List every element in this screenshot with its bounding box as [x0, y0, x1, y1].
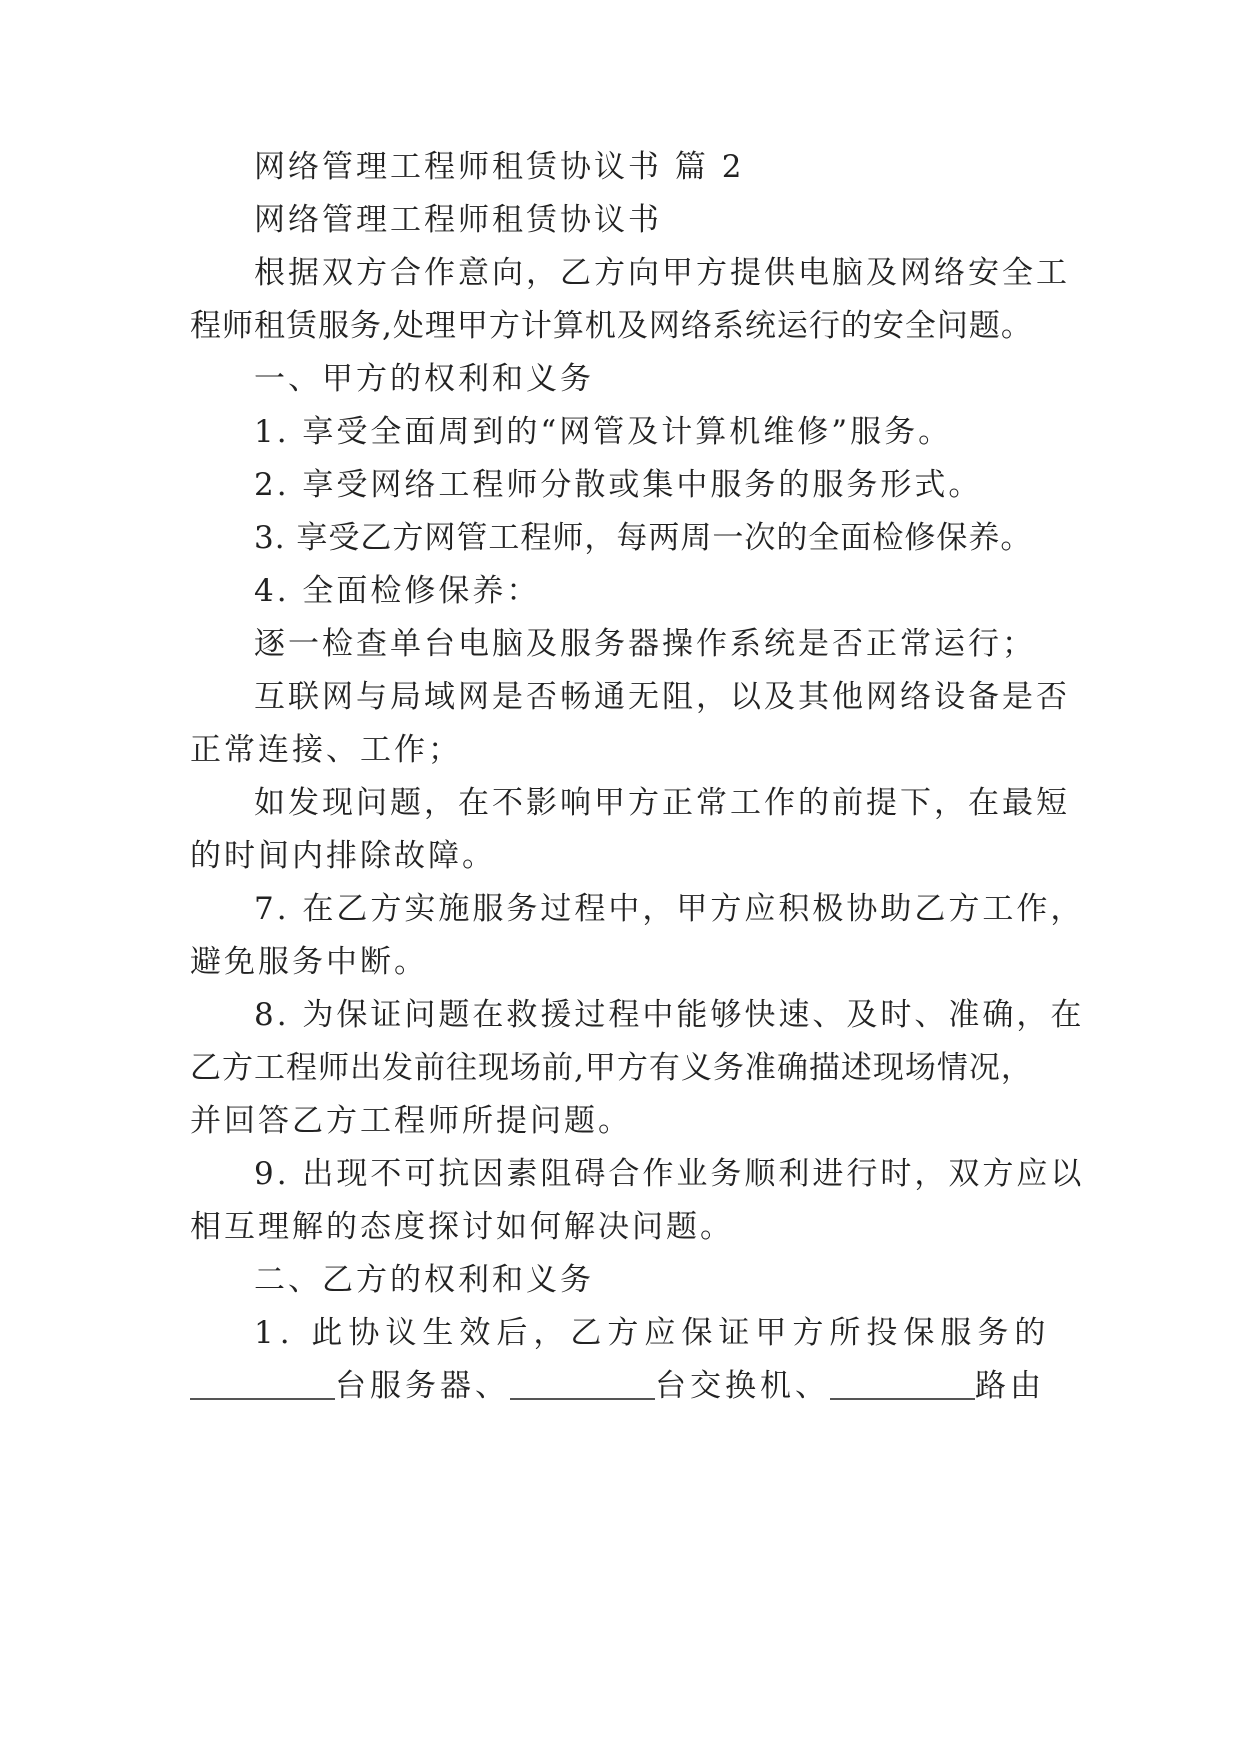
- paragraph-line: 乙方工程师出发前往现场前,甲方有义务准确描述现场情况，: [190, 1050, 1033, 1086]
- fill-in-blank: [830, 1368, 975, 1400]
- paragraph-line: 互联网与局域网是否畅通无阻，以及其他网络设备是否: [254, 679, 1070, 715]
- paragraph-line: 避免服务中断。: [190, 944, 428, 980]
- paragraph-line: 程师租赁服务,处理甲方计算机及网络系统运行的安全问题。: [190, 308, 1033, 344]
- paragraph-line: 根据双方合作意向，乙方向甲方提供电脑及网络安全工: [254, 255, 1070, 291]
- blank-label: 路由: [975, 1368, 1045, 1404]
- list-item: 7. 在乙方实施服务过程中，甲方应积极协助乙方工作，: [254, 891, 1085, 927]
- fill-in-blank: [190, 1368, 335, 1400]
- list-item: 1. 享受全面周到的“网管及计算机维修”服务。: [254, 414, 953, 450]
- subsection-heading: 二、乙方的权利和义务: [254, 1262, 594, 1298]
- list-item: 4. 全面检修保养：: [254, 573, 541, 609]
- paragraph-line: 正常连接、工作；: [190, 732, 462, 768]
- blank-label: 台服务器、: [335, 1368, 510, 1404]
- list-item: 9. 出现不可抗因素阻碍合作业务顺利进行时，双方应以: [254, 1156, 1085, 1192]
- section-heading: 网络管理工程师租赁协议书 篇 2: [254, 149, 745, 185]
- paragraph-line: 逐一检查单台电脑及服务器操作系统是否正常运行；: [254, 626, 1036, 662]
- list-item: 3. 享受乙方网管工程师，每两周一次的全面检修保养。: [254, 520, 1033, 556]
- fill-in-line: [190, 1366, 1050, 1406]
- list-item: 2. 享受网络工程师分散或集中服务的服务形式。: [254, 467, 983, 503]
- fill-in-blank: [510, 1368, 655, 1400]
- list-item: 1. 此协议生效后，乙方应保证甲方所投保服务的: [254, 1315, 1052, 1351]
- blank-label: 台交换机、: [655, 1368, 830, 1404]
- paragraph-line: 的时间内排除故障。: [190, 838, 496, 874]
- document-title: 网络管理工程师租赁协议书: [254, 202, 662, 238]
- list-item: 8. 为保证问题在救援过程中能够快速、及时、准确，在: [254, 997, 1085, 1033]
- paragraph-line: 如发现问题，在不影响甲方正常工作的前提下，在最短: [254, 785, 1070, 821]
- subsection-heading: 一、甲方的权利和义务: [254, 361, 594, 397]
- paragraph-line: 相互理解的态度探讨如何解决问题。: [190, 1209, 734, 1245]
- paragraph-line: 并回答乙方工程师所提问题。: [190, 1103, 632, 1139]
